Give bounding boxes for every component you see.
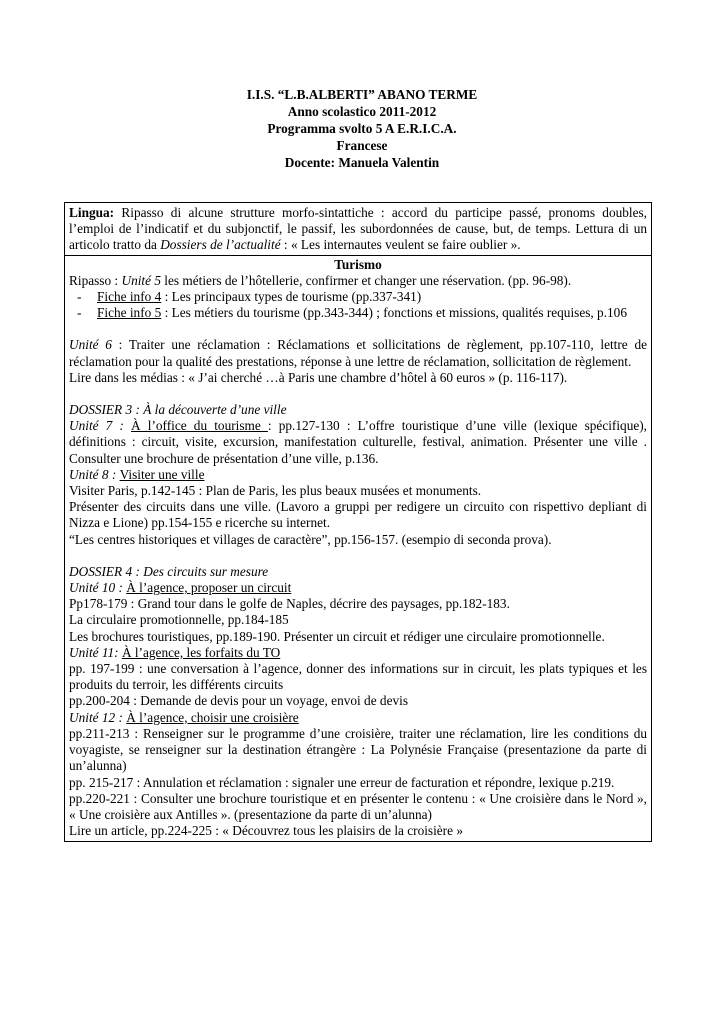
ripasso-text: les métiers de l’hôtellerie, confirmer et changer une réservation. (pp. 96-98).	[160, 272, 572, 288]
dossier-4-paragraph: La circulaire promotionnelle, pp.184-185	[69, 612, 289, 628]
unite-8-label: Unité 8 :	[69, 466, 120, 482]
lingua-source: Dossiers de l’actualité	[160, 237, 281, 253]
unite-6-paragraph	[69, 337, 647, 369]
unite-10-link: À l’agence, proposer un circuit	[126, 580, 292, 596]
unite-12-link: À l’agence, choisir une croisière	[126, 709, 299, 725]
unite-8-line	[69, 467, 647, 483]
fiche-info-4-text: : Les principaux types de tourisme (pp.337-341)	[161, 289, 422, 305]
ripasso-line	[69, 273, 647, 289]
dossier-3-paragraph: Présenter des circuits dans une ville. (Lavoro a gruppi per redigere un circuito con rispettivo depliant di Nizza e Lione) pp.154-155 e ricerche su internet.	[69, 499, 647, 531]
dossier-4-paragraph: pp.211-213 : Renseigner sur le programme d’une croisière, traiter une réclamation, lire les conditions du voyagiste, se renseigner sur la destination étrangère : La Polynésie Française (presentazione da parte di un’alunna)	[69, 725, 647, 774]
lingua-text-2: : « Les internautes veulent se faire oublier ».	[280, 237, 521, 253]
school-year: Anno scolastico 2011-2012	[287, 104, 437, 119]
dossier-3-title	[69, 402, 647, 418]
dossier-3-paragraph: “Les centres historiques et villages de caractère”, pp.156-157. (esempio di seconda prova).	[69, 531, 552, 547]
unite-11-line	[69, 645, 647, 661]
dossier-4-paragraph: Les brochures touristiques, pp.189-190. Présenter un circuit et rédiger une circulaire promotionnelle.	[69, 628, 605, 644]
teacher-name: Docente: Manuela Valentin	[284, 155, 440, 170]
list-item	[97, 289, 647, 305]
program-table	[64, 202, 652, 842]
dossier-3-title-text: DOSSIER 3 : À la découverte d’une ville	[69, 402, 287, 418]
unite-7-paragraph	[69, 418, 647, 467]
turismo-section	[65, 256, 651, 842]
turismo-title: Turismo	[334, 256, 382, 272]
fiche-info-4: Fiche info 4	[97, 289, 162, 305]
dossier-4-rest: : Des circuits sur mesure	[132, 563, 269, 579]
dossier-4-paragraph: pp.200-204 : Demande de devis pour un voyage, envoi de devis	[69, 693, 408, 709]
unite-11-link: À l’agence, les forfaits du TO	[121, 644, 281, 660]
fiche-list	[69, 289, 647, 321]
unite-6-text: : Traiter une réclamation : Réclamations et sollicitations de règlement, pp.107-110, lettre de réclamation pour la qualité des prestations, réponse à une lettre de réclamation, sollicitation de règlement.	[69, 337, 647, 369]
unite-10-label: Unité 10 :	[69, 580, 127, 596]
unite-11-label: Unité 11:	[69, 644, 122, 660]
lingua-section	[65, 203, 651, 256]
ripasso-unit: Unité 5	[121, 272, 161, 288]
lingua-text-1: Ripasso di alcune strutture morfo-sintattiche : accord du participe passé, pronoms doubles, l’emploi de l’indicatif et du subjonctif, le passif, les subordonnées de cause, but, de temps. Lettura di un articolo tratto da	[69, 205, 647, 253]
unite-6-label: Unité 6	[69, 337, 112, 353]
document-header	[0, 86, 724, 171]
unite-10-line	[69, 580, 647, 596]
fiche-info-5-text: : Les métiers du tourisme (pp.343-344) ; fonctions et missions, qualités requises, p.106	[161, 305, 627, 321]
lire-medias: Lire dans les médias : « J’ai cherché …à Paris une chambre d’hôtel à 60 euros » (p. 116-117).	[69, 369, 568, 385]
dossier-4-prefix: DOSSIER 4	[69, 563, 133, 579]
list-item	[97, 305, 647, 321]
school-name: I.I.S. “L.B.ALBERTI” ABANO TERME	[246, 87, 478, 102]
unite-7-label: Unité 7 :	[69, 418, 132, 434]
program-title: Programma svolto 5 A E.R.I.C.A.	[267, 121, 457, 136]
dossier-4-paragraph: pp. 215-217 : Annulation et réclamation : signaler une erreur de facturation et répondre, lexique p.219.	[69, 774, 615, 790]
ripasso-prefix: Ripasso :	[69, 272, 122, 288]
dossier-4-title	[69, 564, 647, 580]
dossier-4-paragraph: Pp178-179 : Grand tour dans le golfe de Naples, décrire des paysages, pp.182-183.	[69, 596, 510, 612]
subject-name: Francese	[336, 138, 388, 153]
unite-12-line	[69, 710, 647, 726]
fiche-info-5: Fiche info 5	[97, 305, 162, 321]
lingua-label: Lingua:	[69, 205, 115, 220]
unite-7-text: : pp.127-130 : L’offre touristique d’une ville (lexique spécifique), définitions : circuit, visite, excursion, manifestation culturelle, festival, animation. Présenter une ville . Consulter une brochure de présentation d’une ville, p.136.	[69, 418, 647, 466]
unite-12-label: Unité 12 :	[69, 709, 127, 725]
dossier-4-paragraph: pp.220-221 : Consulter une brochure touristique et en présenter le contenu : « Une croisière dans le Nord », « Une croisière aux Antilles ». (presentazione da parte di un’alunna)	[69, 790, 647, 822]
dossier-4-paragraph: pp. 197-199 : une conversation à l’agence, donner des informations sur in circuit, les plats typiques et les produits du terroir, les différents circuits	[69, 661, 647, 693]
unite-7-link: À l’office du tourisme	[131, 418, 268, 434]
dossier-4-paragraph: Lire un article, pp.224-225 : « Découvrez tous les plaisirs de la croisière »	[69, 823, 463, 839]
dossier-3-paragraph: Visiter Paris, p.142-145 : Plan de Paris, les plus beaux musées et monuments.	[69, 483, 482, 499]
unite-8-link: Visiter une ville	[119, 466, 205, 482]
